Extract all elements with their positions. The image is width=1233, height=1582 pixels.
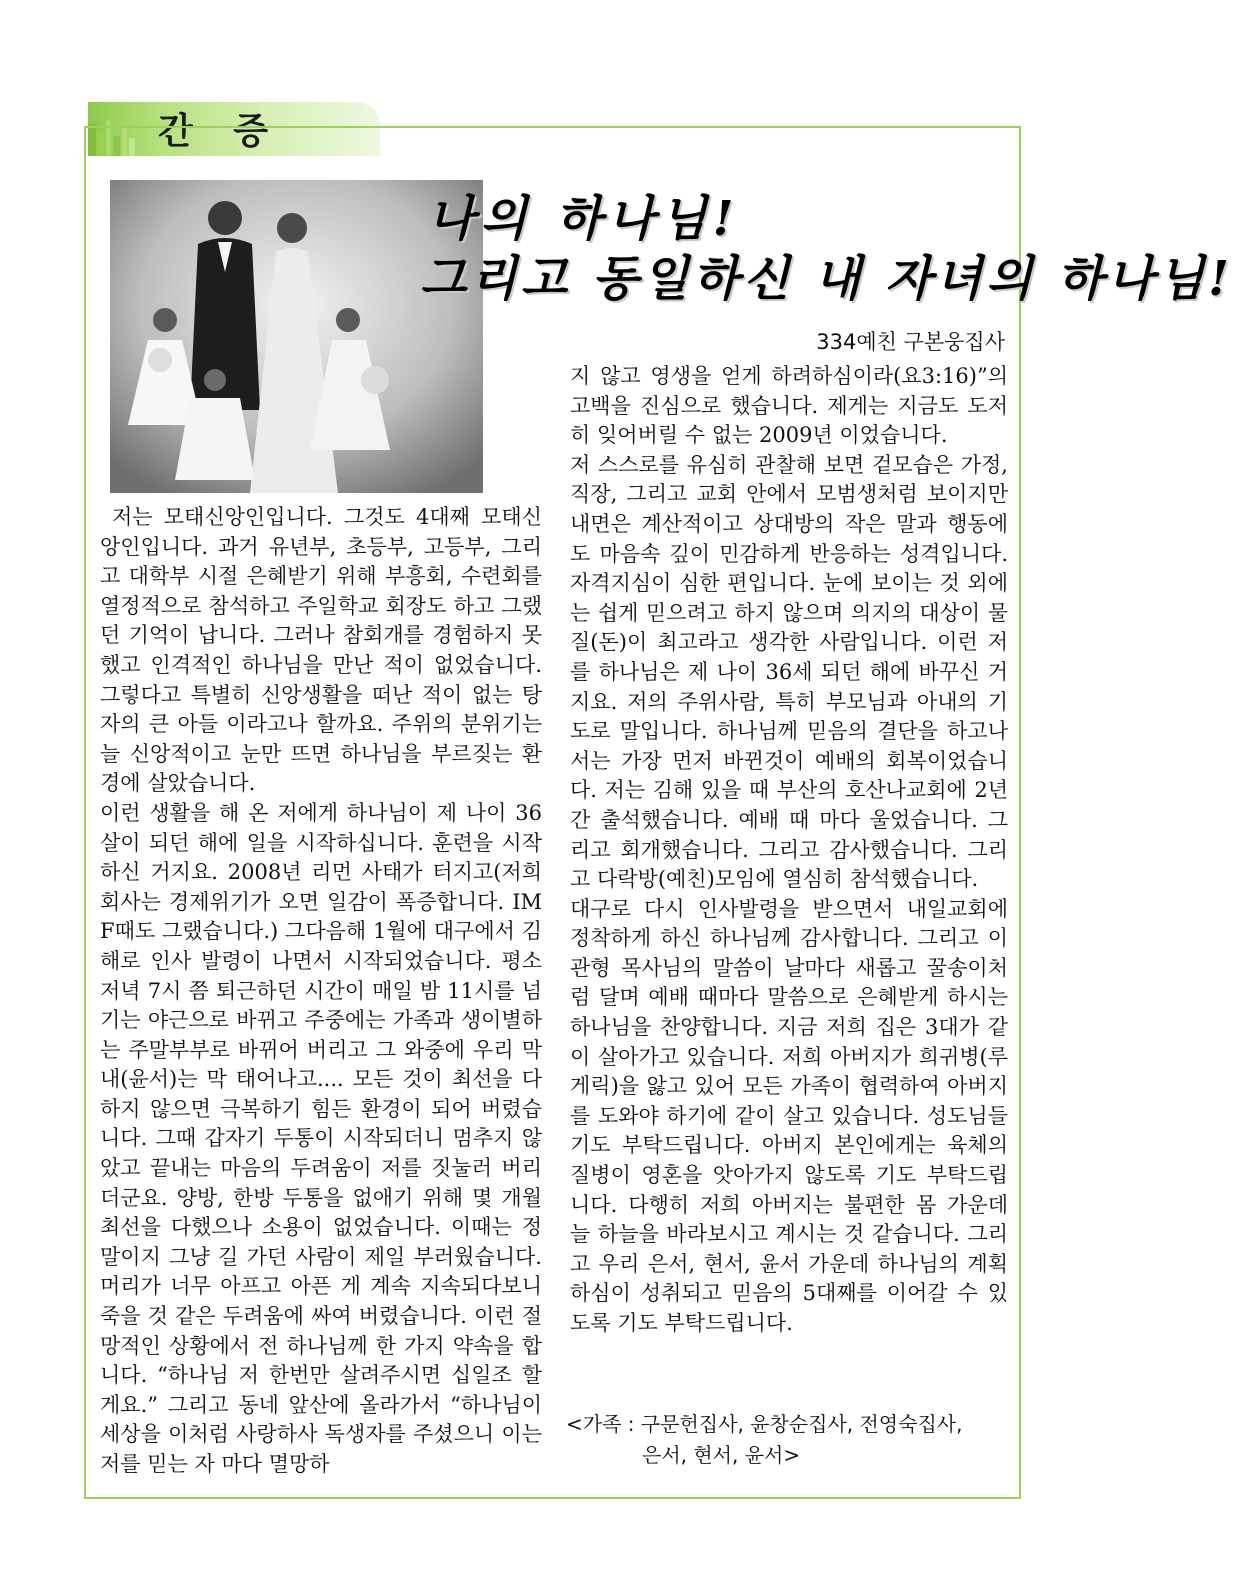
title-line-1: 나의 하나님! [428, 191, 740, 247]
paragraph: 저 스스로를 유심히 관찰해 보면 겉모습은 가정, 직장, 그리고 교회 안에서 모범생처럼 보이지만 내면은 계산적이고 상대방의 작은 말과 행동에도 마음속 깊이 민감하게 반응하는 성격입니다. 자격지심이 심한 편입니다. 눈에 보이는 것 외에는 쉽게 믿으려고 하지 않으며 의지의 대상이 물질(돈)이 최고라고 생각한 사람입니다. 이런 저를 하나님은 제 나이 36세 되던 해에 바꾸신 거지요. 저의 주위사람, 특히 부모님과 아내의 기도로 말입니다. 하나님께 믿음의 결단을 하고나서는 가장 먼저 바뀐것이 예배의 회복이었습니다. 저는 김해 있을 때 부산의 호산나교회에 2년간 출석했습니다. 예배 때 마다 울었습니다. 그리고 회개했습니다. 그리고 감사했습니다. 그리고 다락방(예친)모임에 열심히 참석했습니다. [570, 452, 1008, 892]
title-line-2: 그리고 동일하신 내 자녀의 하나님! [420, 251, 1233, 307]
paragraph: 대구로 다시 인사발령을 받으면서 내일교회에 정착하게 하신 하나님께 감사합니다. 그리고 이관형 목사님의 말씀이 날마다 새롭고 꿀송이처럼 달며 예배 때마다 말씀으로 은혜받게 하시는 하나님을 찬양합니다. 지금 저희 집은 3대가 같이 살아가고 있습니다. 저희 아버지가 희귀병(루게릭)을 앓고 있어 모든 가족이 협력하여 아버지를 도와야 하기에 같이 살고 있습니다. 성도님들 기도 부탁드립니다. 아버지 본인에게는 육체의 질병이 영혼을 앗아가지 않도록 기도 부탁드립니다. 다행히 저희 아버지는 불편한 몸 가운데 늘 하늘을 바라보시고 계시는 것 같습니다. 그리고 우리 은서, 현서, 윤서 가운데 하나님의 계획하심이 성취되고 믿음의 5대째를 이어갈 수 있도록 기도 부탁드립니다. [570, 896, 1008, 1335]
body-column-left [100, 503, 542, 1480]
family-line-1: <가족 : 구문헌집사, 윤창순집사, 전영숙집사, [566, 1412, 963, 1436]
section-title: 간 증 [158, 111, 283, 152]
paragraph: 지 않고 영생을 얻게 하려하심이라(요3:16)”의 고백을 진심으로 했습니다. 제게는 지금도 도저히 잊어버릴 수 없는 2009년 이었습니다. [570, 364, 1008, 448]
family-note [566, 1409, 1016, 1471]
paragraph: 이런 생활을 해 온 저에게 하나님이 제 나이 36살이 되던 해에 일을 시작하십니다. 훈련을 시작하신 거지요. 2008년 리먼 사태가 터지고(저희 회사는 경제위기가 오면 일감이 폭증합니다. IMF때도 그랬습니다.) 그다음해 1월에 대구에서 김해로 인사 발령이 나면서 시작되었습니다. 평소 저녁 7시 쯤 퇴근하던 시간이 매일 밤 11시를 넘기는 야근으로 바뀌고 주중에는 가족과 생이별하는 주말부부로 바뀌어 버리고 그 와중에 우리 막내(윤서)는 막 태어나고.... 모든 것이 최선을 다하지 않으면 극복하기 힘든 환경이 되어 버렸습니다. 그때 갑자기 두통이 시작되더니 멈추지 않았고 끝내는 마음의 두려움이 저를 짓눌러 버리더군요. 양방, 한방 두통을 없애기 위해 몇 개월 최선을 다했으나 소용이 없었습니다. 이때는 정말이지 그냥 길 가던 사람이 제일 부러웠습니다. 머리가 너무 아프고 아픈 게 계속 지속되다보니 죽을 것 같은 두려움에 싸여 버렸습니다. 이런 절망적인 상황에서 전 하나님께 한 가지 약속을 합니다. “하나님 저 한번만 살려주시면 십일조 할게요.” 그리고 동네 앞산에 올라가서 “하나님이 세상을 이처럼 사랑하사 독생자를 주셨으니 이는 저를 믿는 자 마다 멸망하 [100, 800, 542, 1476]
author-byline: 334예친 구본웅집사 [816, 330, 1005, 354]
family-line-2: 은서, 현서, 윤서> [642, 1443, 801, 1467]
body-column-right [570, 362, 1008, 1339]
paragraph: 저는 모태신앙인입니다. 그것도 4대째 모태신앙인입니다. 과거 유년부, 초등부, 고등부, 그리고 대학부 시절 은혜받기 위해 부흥회, 수련회를 열정적으로 참석하고 주일학교 회장도 하고 그랬던 기억이 납니다. 그러나 참회개를 경험하지 못했고 인격적인 하나님을 만난 적이 없었습니다. 그렇다고 특별히 신앙생활을 떠난 적이 없는 탕자의 큰 아들 이라고나 할까요. 주위의 분위기는 늘 신앙적이고 눈만 뜨면 하나님을 부르짖는 환경에 살았습니다. [100, 505, 542, 796]
